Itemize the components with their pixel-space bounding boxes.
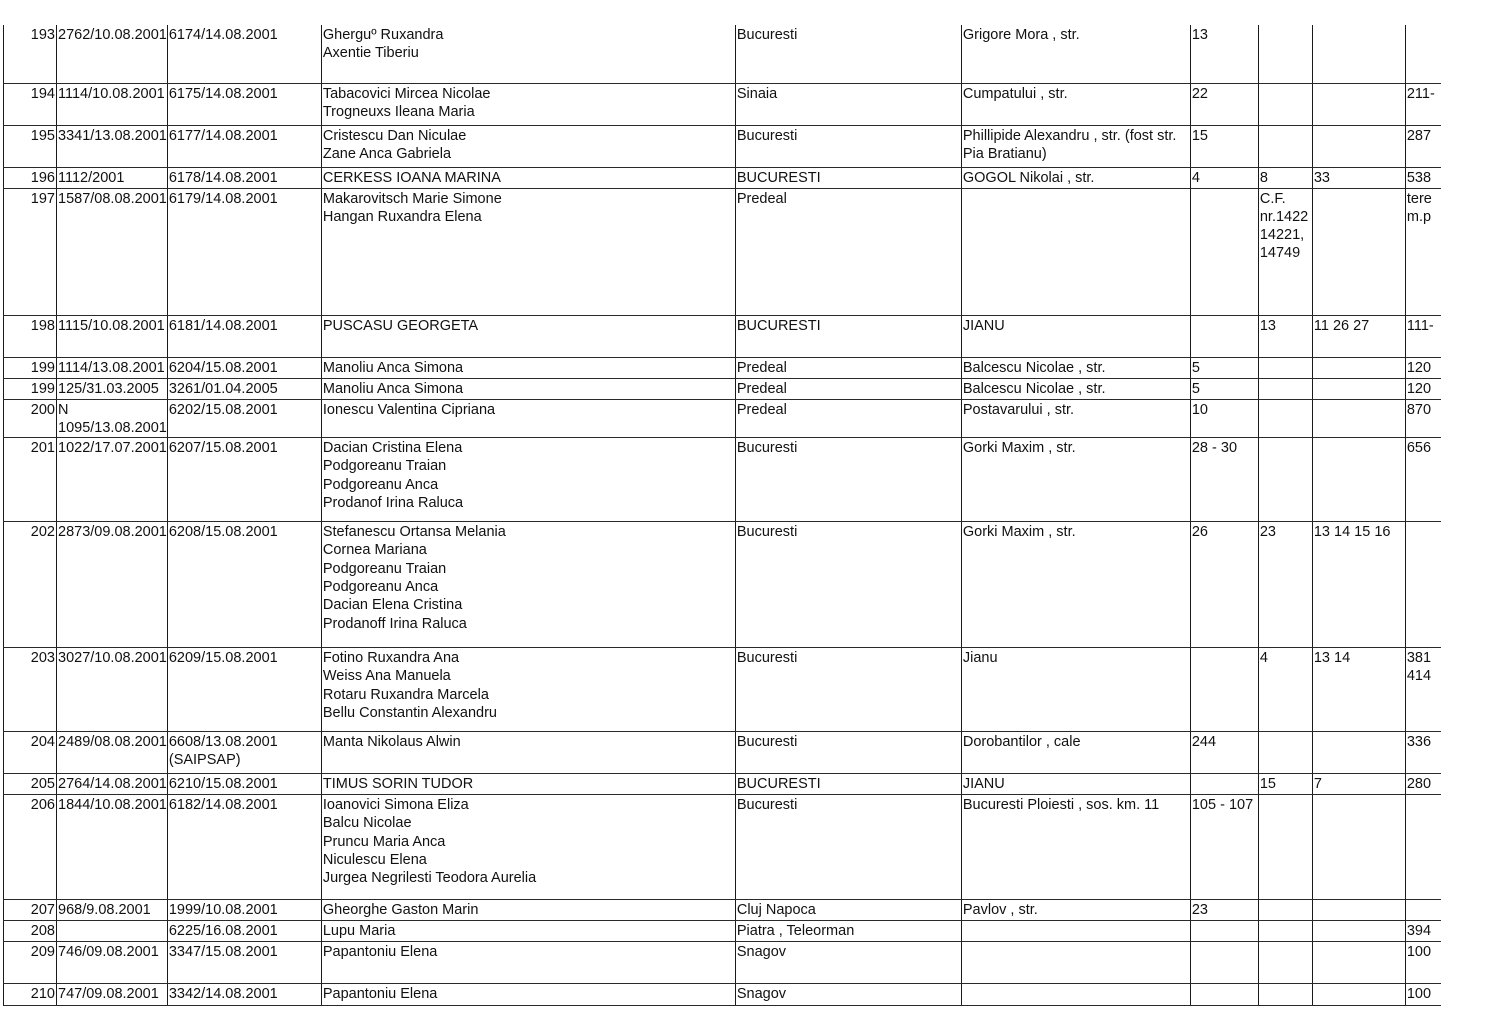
locality-cell: Predeal bbox=[735, 188, 961, 315]
locality-cell: Cluj Napoca bbox=[735, 900, 961, 921]
registration-number-cell: 6179/14.08.2001 bbox=[167, 188, 321, 315]
owner-names-cell bbox=[321, 188, 735, 315]
owner-name: Dacian Elena Cristina bbox=[322, 597, 463, 614]
act-number-cell: 2873/09.08.2001 bbox=[57, 522, 168, 648]
owner-names-cell bbox=[321, 399, 735, 438]
street-cell: GOGOL Nikolai , str. bbox=[961, 167, 1190, 188]
owner-name: Podgoreanu Traian bbox=[322, 560, 447, 577]
area-cell: 656 bbox=[1405, 438, 1441, 522]
owner-name: Manoliu Anca Simona bbox=[322, 380, 464, 397]
block-cell bbox=[1258, 438, 1312, 522]
street-cell bbox=[961, 921, 1190, 942]
parcel-cell bbox=[1312, 984, 1405, 1006]
street-number-cell bbox=[1190, 648, 1258, 732]
area-cell: 211- bbox=[1405, 83, 1441, 125]
owner-name: Podgoreanu Anca bbox=[322, 578, 439, 595]
block-cell: 4 bbox=[1258, 648, 1312, 732]
parcel-cell bbox=[1312, 921, 1405, 942]
owner-names-cell bbox=[321, 984, 735, 1006]
owner-name: Lupu Maria bbox=[322, 923, 396, 940]
registration-number-cell: 6204/15.08.2001 bbox=[167, 357, 321, 378]
owner-name: Hangan Ruxandra Elena bbox=[322, 208, 482, 225]
block-cell bbox=[1258, 378, 1312, 399]
owner-name: Pruncu Maria Anca bbox=[322, 833, 446, 850]
area-cell bbox=[1405, 522, 1441, 648]
table-row bbox=[4, 357, 1442, 378]
act-number-cell: 747/09.08.2001 bbox=[57, 984, 168, 1006]
block-cell bbox=[1258, 921, 1312, 942]
owner-name: Axentie Tiberiu bbox=[322, 45, 419, 62]
row-number-cell: 193 bbox=[4, 25, 57, 83]
area-cell: 120 bbox=[1405, 378, 1441, 399]
row-number-cell: 208 bbox=[4, 921, 57, 942]
street-number-cell: 244 bbox=[1190, 732, 1258, 774]
table-row bbox=[4, 942, 1442, 984]
parcel-cell bbox=[1312, 732, 1405, 774]
block-cell bbox=[1258, 732, 1312, 774]
parcel-cell: 7 bbox=[1312, 774, 1405, 795]
owner-name: Cornea Mariana bbox=[322, 542, 427, 559]
row-number-cell: 205 bbox=[4, 774, 57, 795]
owner-name: Niculescu Elena bbox=[322, 851, 427, 868]
area-cell bbox=[1405, 795, 1441, 900]
table-row bbox=[4, 900, 1442, 921]
street-cell: Balcescu Nicolae , str. bbox=[961, 357, 1190, 378]
owner-names-cell bbox=[321, 25, 735, 83]
row-number-cell: 199 bbox=[4, 378, 57, 399]
locality-cell: Predeal bbox=[735, 357, 961, 378]
block-cell bbox=[1258, 399, 1312, 438]
table-row bbox=[4, 438, 1442, 522]
locality-cell: Bucuresti bbox=[735, 25, 961, 83]
block-cell: 13 bbox=[1258, 315, 1312, 357]
registration-number-cell: 6225/16.08.2001 bbox=[167, 921, 321, 942]
street-cell: JIANU bbox=[961, 774, 1190, 795]
table-row bbox=[4, 25, 1442, 83]
owner-name: Manoliu Anca Simona bbox=[322, 359, 464, 376]
owner-names-cell bbox=[321, 125, 735, 167]
locality-cell: Snagov bbox=[735, 942, 961, 984]
owner-name: TIMUS SORIN TUDOR bbox=[322, 776, 474, 793]
owner-name: Makarovitsch Marie Simone bbox=[322, 190, 502, 207]
table-row bbox=[4, 921, 1442, 942]
registration-number-cell: 6210/15.08.2001 bbox=[167, 774, 321, 795]
owner-name: PUSCASU GEORGETA bbox=[322, 317, 479, 334]
owner-name: CERKESS IOANA MARINA bbox=[322, 169, 501, 186]
row-number-cell: 194 bbox=[4, 83, 57, 125]
owner-names-cell bbox=[321, 357, 735, 378]
parcel-cell: 13 14 15 16 bbox=[1312, 522, 1405, 648]
owner-names-cell bbox=[321, 942, 735, 984]
act-number-cell: 2762/10.08.2001 bbox=[57, 25, 168, 83]
owner-name: Gheorghe Gaston Marin bbox=[322, 902, 479, 919]
block-cell: C.F. nr.1422 14221, 14749 bbox=[1258, 188, 1312, 315]
act-number-cell: 1114/10.08.2001 bbox=[57, 83, 168, 125]
street-cell: JIANU bbox=[961, 315, 1190, 357]
owner-names-cell bbox=[321, 438, 735, 522]
table-row bbox=[4, 125, 1442, 167]
owner-names-cell bbox=[321, 648, 735, 732]
street-cell bbox=[961, 942, 1190, 984]
table-row bbox=[4, 315, 1442, 357]
block-cell bbox=[1258, 125, 1312, 167]
registration-number-cell: 3342/14.08.2001 bbox=[167, 984, 321, 1006]
block-cell bbox=[1258, 942, 1312, 984]
owner-name: Balcu Nicolae bbox=[322, 815, 412, 832]
locality-cell: Predeal bbox=[735, 399, 961, 438]
area-cell: 870 bbox=[1405, 399, 1441, 438]
street-number-cell: 22 bbox=[1190, 83, 1258, 125]
registration-number-cell: 6182/14.08.2001 bbox=[167, 795, 321, 900]
row-number-cell: 197 bbox=[4, 188, 57, 315]
table-row bbox=[4, 522, 1442, 648]
owner-names-cell bbox=[321, 167, 735, 188]
parcel-cell bbox=[1312, 188, 1405, 315]
locality-cell: Bucuresti bbox=[735, 648, 961, 732]
parcel-cell: 33 bbox=[1312, 167, 1405, 188]
locality-cell: Bucuresti bbox=[735, 438, 961, 522]
registration-number-cell: 6209/15.08.2001 bbox=[167, 648, 321, 732]
locality-cell: Bucuresti bbox=[735, 125, 961, 167]
parcel-cell bbox=[1312, 438, 1405, 522]
owner-names-cell bbox=[321, 774, 735, 795]
owner-name: Zane Anca Gabriela bbox=[322, 145, 452, 162]
row-number-cell: 204 bbox=[4, 732, 57, 774]
locality-cell: Bucuresti bbox=[735, 732, 961, 774]
block-cell bbox=[1258, 795, 1312, 900]
street-number-cell: 28 - 30 bbox=[1190, 438, 1258, 522]
area-cell: 120 bbox=[1405, 357, 1441, 378]
street-number-cell: 13 bbox=[1190, 25, 1258, 83]
locality-cell: Piatra , Teleorman bbox=[735, 921, 961, 942]
block-cell: 15 bbox=[1258, 774, 1312, 795]
block-cell: 8 bbox=[1258, 167, 1312, 188]
area-cell: 100 bbox=[1405, 984, 1441, 1006]
street-number-cell bbox=[1190, 984, 1258, 1006]
table-row bbox=[4, 167, 1442, 188]
street-cell: Jianu bbox=[961, 648, 1190, 732]
owner-name: Trogneuxs Ileana Maria bbox=[322, 103, 475, 120]
act-number-cell: 968/9.08.2001 bbox=[57, 900, 168, 921]
owner-name: Weiss Ana Manuela bbox=[322, 668, 451, 685]
act-number-cell: 2489/08.08.2001 bbox=[57, 732, 168, 774]
locality-cell: Sinaia bbox=[735, 83, 961, 125]
street-cell: Dorobantilor , cale bbox=[961, 732, 1190, 774]
locality-cell: Snagov bbox=[735, 984, 961, 1006]
owner-name: Podgoreanu Traian bbox=[322, 458, 447, 475]
locality-cell: BUCURESTI bbox=[735, 774, 961, 795]
table-row bbox=[4, 399, 1442, 438]
parcel-cell bbox=[1312, 900, 1405, 921]
table-row bbox=[4, 188, 1442, 315]
act-number-cell: 3027/10.08.2001 bbox=[57, 648, 168, 732]
parcel-cell: 11 26 27 bbox=[1312, 315, 1405, 357]
owner-names-cell bbox=[321, 522, 735, 648]
row-number-cell: 196 bbox=[4, 167, 57, 188]
parcel-cell: 13 14 bbox=[1312, 648, 1405, 732]
table-row bbox=[4, 795, 1442, 900]
parcel-cell bbox=[1312, 378, 1405, 399]
block-cell bbox=[1258, 83, 1312, 125]
owner-name: Bellu Constantin Alexandru bbox=[322, 704, 497, 721]
owner-name: Ionescu Valentina Cipriana bbox=[322, 401, 496, 418]
registration-number-cell: 6207/15.08.2001 bbox=[167, 438, 321, 522]
street-cell: Balcescu Nicolae , str. bbox=[961, 378, 1190, 399]
street-number-cell: 5 bbox=[1190, 378, 1258, 399]
block-cell bbox=[1258, 357, 1312, 378]
table-row bbox=[4, 732, 1442, 774]
street-number-cell: 23 bbox=[1190, 900, 1258, 921]
street-cell: Bucuresti Ploiesti , sos. km. 11 bbox=[961, 795, 1190, 900]
area-cell: 394 bbox=[1405, 921, 1441, 942]
registration-number-cell: 6208/15.08.2001 bbox=[167, 522, 321, 648]
registration-number-cell: 6174/14.08.2001 bbox=[167, 25, 321, 83]
street-cell: Phillipide Alexandru , str. (fost str. Pia Bratianu) bbox=[961, 125, 1190, 167]
owner-names-cell bbox=[321, 900, 735, 921]
parcel-cell bbox=[1312, 795, 1405, 900]
owner-names-cell bbox=[321, 732, 735, 774]
act-number-cell bbox=[57, 921, 168, 942]
owner-names-cell bbox=[321, 83, 735, 125]
act-number-cell: 3341/13.08.2001 bbox=[57, 125, 168, 167]
area-cell: 381 414 bbox=[1405, 648, 1441, 732]
parcel-cell bbox=[1312, 357, 1405, 378]
owner-names-cell bbox=[321, 795, 735, 900]
street-number-cell: 26 bbox=[1190, 522, 1258, 648]
street-cell: Gorki Maxim , str. bbox=[961, 438, 1190, 522]
act-number-cell: 125/31.03.2005 bbox=[57, 378, 168, 399]
row-number-cell: 202 bbox=[4, 522, 57, 648]
locality-cell: Bucuresti bbox=[735, 522, 961, 648]
street-number-cell: 105 - 107 bbox=[1190, 795, 1258, 900]
row-number-cell: 200 bbox=[4, 399, 57, 438]
registration-number-cell: 3261/01.04.2005 bbox=[167, 378, 321, 399]
locality-cell: BUCURESTI bbox=[735, 315, 961, 357]
registration-number-cell: 3347/15.08.2001 bbox=[167, 942, 321, 984]
area-cell: 336 bbox=[1405, 732, 1441, 774]
act-number-cell: 1022/17.07.2001 bbox=[57, 438, 168, 522]
act-number-cell: 1115/10.08.2001 bbox=[57, 315, 168, 357]
row-number-cell: 198 bbox=[4, 315, 57, 357]
registration-number-cell: 6181/14.08.2001 bbox=[167, 315, 321, 357]
area-cell bbox=[1405, 900, 1441, 921]
owner-name: Podgoreanu Anca bbox=[322, 476, 439, 493]
parcel-cell bbox=[1312, 83, 1405, 125]
parcel-cell bbox=[1312, 942, 1405, 984]
street-number-cell: 15 bbox=[1190, 125, 1258, 167]
owner-name: Papantoniu Elena bbox=[322, 944, 438, 961]
owner-name: Gherguº Ruxandra bbox=[322, 27, 444, 43]
parcel-cell bbox=[1312, 125, 1405, 167]
act-number-cell: 1112/2001 bbox=[57, 167, 168, 188]
area-cell: 287 bbox=[1405, 125, 1441, 167]
owner-names-cell bbox=[321, 378, 735, 399]
act-number-cell: N 1095/13.08.2001 bbox=[57, 399, 168, 438]
street-number-cell bbox=[1190, 921, 1258, 942]
locality-cell: Bucuresti bbox=[735, 795, 961, 900]
street-number-cell bbox=[1190, 774, 1258, 795]
registration-number-cell: 6175/14.08.2001 bbox=[167, 83, 321, 125]
act-number-cell: 2764/14.08.2001 bbox=[57, 774, 168, 795]
table-row bbox=[4, 984, 1442, 1006]
registration-number-cell: 6178/14.08.2001 bbox=[167, 167, 321, 188]
street-number-cell: 4 bbox=[1190, 167, 1258, 188]
street-number-cell bbox=[1190, 942, 1258, 984]
owner-name: Cristescu Dan Niculae bbox=[322, 127, 467, 144]
act-number-cell: 1114/13.08.2001 bbox=[57, 357, 168, 378]
owner-name: Papantoniu Elena bbox=[322, 986, 438, 1003]
street-number-cell: 10 bbox=[1190, 399, 1258, 438]
register-rows bbox=[4, 25, 1442, 1006]
parcel-cell bbox=[1312, 399, 1405, 438]
street-cell bbox=[961, 984, 1190, 1006]
row-number-cell: 207 bbox=[4, 900, 57, 921]
registration-number-cell: 6608/13.08.2001 (SAIPSAP) bbox=[167, 732, 321, 774]
parcel-cell bbox=[1312, 25, 1405, 83]
owner-name: Stefanescu Ortansa Melania bbox=[322, 524, 506, 541]
owner-name: Rotaru Ruxandra Marcela bbox=[322, 686, 489, 703]
block-cell bbox=[1258, 900, 1312, 921]
street-cell: Cumpatului , str. bbox=[961, 83, 1190, 125]
street-number-cell: 5 bbox=[1190, 357, 1258, 378]
area-cell: tere m.p bbox=[1405, 188, 1441, 315]
act-number-cell: 1587/08.08.2001 bbox=[57, 188, 168, 315]
row-number-cell: 203 bbox=[4, 648, 57, 732]
row-number-cell: 201 bbox=[4, 438, 57, 522]
act-number-cell: 1844/10.08.2001 bbox=[57, 795, 168, 900]
street-cell: Pavlov , str. bbox=[961, 900, 1190, 921]
owner-name: Manta Nikolaus Alwin bbox=[322, 734, 461, 751]
property-register-table bbox=[3, 25, 1441, 1006]
owner-names-cell bbox=[321, 921, 735, 942]
owner-name: Prodanof Irina Raluca bbox=[322, 494, 464, 511]
row-number-cell: 206 bbox=[4, 795, 57, 900]
registration-number-cell: 1999/10.08.2001 bbox=[167, 900, 321, 921]
area-cell: 280 bbox=[1405, 774, 1441, 795]
row-number-cell: 210 bbox=[4, 984, 57, 1006]
table-row bbox=[4, 378, 1442, 399]
owner-name: Tabacovici Mircea Nicolae bbox=[322, 85, 491, 102]
street-cell: Grigore Mora , str. bbox=[961, 25, 1190, 83]
owner-name: Ioanovici Simona Eliza bbox=[322, 797, 469, 814]
area-cell: 111- bbox=[1405, 315, 1441, 357]
registration-number-cell: 6177/14.08.2001 bbox=[167, 125, 321, 167]
locality-cell: BUCURESTI bbox=[735, 167, 961, 188]
table-row bbox=[4, 648, 1442, 732]
owner-name: Fotino Ruxandra Ana bbox=[322, 650, 460, 667]
registration-number-cell: 6202/15.08.2001 bbox=[167, 399, 321, 438]
block-cell: 23 bbox=[1258, 522, 1312, 648]
row-number-cell: 195 bbox=[4, 125, 57, 167]
owner-name: Jurgea Negrilesti Teodora Aurelia bbox=[322, 870, 537, 887]
row-number-cell: 199 bbox=[4, 357, 57, 378]
owner-name: Dacian Cristina Elena bbox=[322, 440, 463, 457]
owner-names-cell bbox=[321, 315, 735, 357]
street-number-cell bbox=[1190, 315, 1258, 357]
locality-cell: Predeal bbox=[735, 378, 961, 399]
area-cell bbox=[1405, 25, 1441, 83]
street-cell: Postavarului , str. bbox=[961, 399, 1190, 438]
act-number-cell: 746/09.08.2001 bbox=[57, 942, 168, 984]
block-cell bbox=[1258, 984, 1312, 1006]
table-row bbox=[4, 774, 1442, 795]
table-row bbox=[4, 83, 1442, 125]
area-cell: 100 bbox=[1405, 942, 1441, 984]
row-number-cell: 209 bbox=[4, 942, 57, 984]
block-cell bbox=[1258, 25, 1312, 83]
street-cell bbox=[961, 188, 1190, 315]
street-number-cell bbox=[1190, 188, 1258, 315]
owner-name: Prodanoff Irina Raluca bbox=[322, 615, 467, 632]
area-cell: 538 bbox=[1405, 167, 1441, 188]
street-cell: Gorki Maxim , str. bbox=[961, 522, 1190, 648]
